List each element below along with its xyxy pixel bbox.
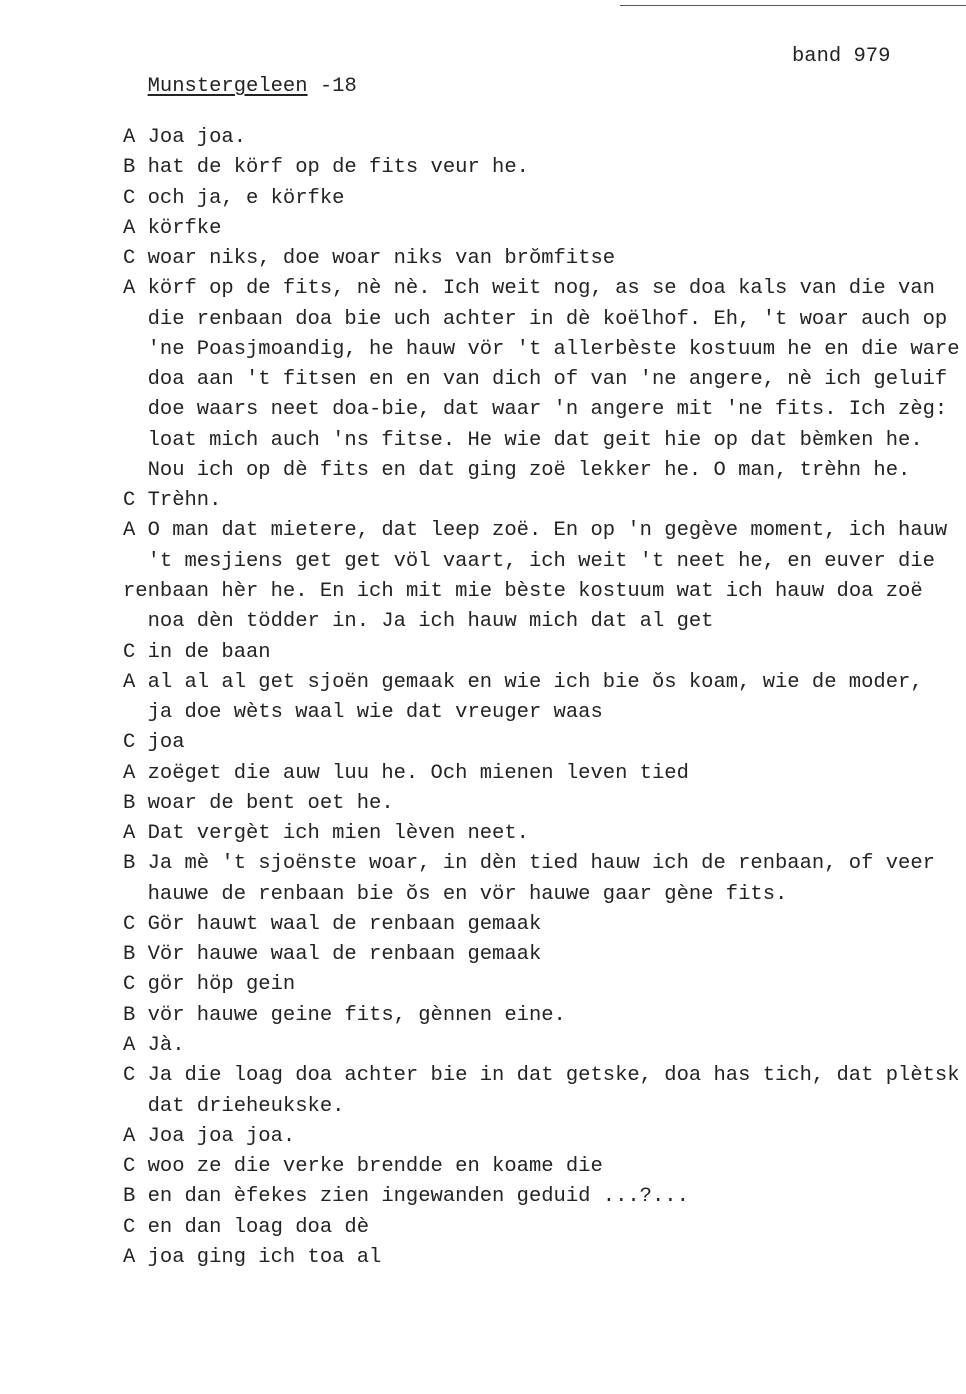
transcript-continuation-line — [123, 698, 966, 728]
document-title: Munstergeleen — [147, 75, 308, 98]
speaker-label: C — [123, 912, 136, 936]
utterance-text: Jà. — [147, 1033, 185, 1057]
utterance-text: woo ze die verke brendde en koame die — [147, 1155, 603, 1179]
utterance-text: 't mesjiens get get völ vaart, ich weit 't neet he, en euver die — [147, 549, 935, 573]
transcript-line — [123, 214, 966, 244]
utterance-text: dat drieheukske. — [147, 1094, 345, 1118]
utterance-text: loat mich auch 'ns fitse. He wie dat geit hie op dat bèmken he. — [147, 428, 923, 452]
utterance-text: Joa joa joa. — [147, 1124, 296, 1148]
speaker-label: A — [123, 216, 136, 240]
transcript-continuation-line — [123, 395, 966, 425]
band-number: band 979 — [792, 45, 891, 68]
speaker-label: B — [123, 156, 136, 180]
utterance-text: in de baan — [147, 640, 271, 664]
speaker-label: C — [123, 489, 136, 513]
top-rule — [620, 5, 966, 6]
speaker-label: C — [123, 247, 136, 271]
page-header — [123, 42, 923, 98]
utterance-text: Vör hauwe waal de renbaan gemaak — [147, 943, 542, 967]
speaker-label: A — [123, 1033, 136, 1057]
utterance-text: zoëget die auw luu he. Och mienen leven tied — [147, 761, 689, 785]
transcript-continuation-line — [123, 880, 966, 910]
transcript-line — [123, 638, 966, 668]
transcript-line — [123, 728, 966, 758]
utterance-text: die renbaan doa bie uch achter in dè koëlhof. Eh, 't woar auch op — [147, 307, 948, 331]
speaker-label: A — [123, 822, 136, 846]
utterance-text: hauwe de renbaan bie ŏs en vör hauwe gaar gène fits. — [147, 882, 788, 906]
speaker-label: B — [123, 943, 136, 967]
utterance-text: doa aan 't fitsen en en van dich of van 'ne angere, nè ich geluif — [147, 368, 948, 392]
speaker-label: B — [123, 1185, 136, 1209]
transcript-line — [123, 1213, 966, 1243]
utterance-text: joa — [147, 731, 185, 755]
speaker-label: B — [123, 852, 136, 876]
transcript-line — [123, 789, 966, 819]
utterance-text: Gör hauwt waal de renbaan gemaak — [147, 912, 542, 936]
transcript-line — [123, 516, 966, 546]
speaker-label: B — [123, 791, 136, 815]
speaker-label: A — [123, 1124, 136, 1148]
utterance-text: Ja die loag doa achter bie in dat getske, doa has tich, dat plètsk — [147, 1064, 960, 1088]
utterance-text: woar niks, doe woar niks van brŏmfitse — [147, 247, 616, 271]
transcript-line — [123, 910, 966, 940]
transcript-continuation-line — [123, 607, 966, 637]
utterance-text: och ja, e körfke — [147, 186, 345, 210]
speaker-label: C — [123, 1215, 136, 1239]
utterance-text: en dan loag doa dè — [147, 1215, 370, 1239]
transcript-line — [123, 184, 966, 214]
transcript-line — [123, 1152, 966, 1182]
transcript-continuation-line — [123, 1092, 966, 1122]
utterance-text: en dan èfekes zien ingewanden geduid ...?... — [147, 1185, 689, 1209]
utterance-text: Ja mè 't sjoënste woar, in dèn tied hauw ich de renbaan, of veer — [147, 852, 935, 876]
utterance-text: Nou ich op dè fits en dat ging zoë lekker he. O man, trèhn he. — [147, 458, 911, 482]
utterance-text: körfke — [147, 216, 222, 240]
transcript-line — [123, 1001, 966, 1031]
speaker-label: A — [123, 519, 136, 543]
transcript-continuation-line — [123, 305, 966, 335]
utterance-text: vör hauwe geine fits, gènnen eine. — [147, 1003, 566, 1027]
transcript-line — [123, 849, 966, 879]
speaker-label: C — [123, 640, 136, 664]
transcript-continuation-line — [123, 365, 966, 395]
transcript-line — [123, 486, 966, 516]
transcript-line — [123, 759, 966, 789]
transcript-line — [123, 123, 966, 153]
transcript-line — [123, 819, 966, 849]
utterance-text: renbaan hèr he. En ich mit mie bèste kostuum wat ich hauw doa zoë — [123, 579, 923, 603]
speaker-label: A — [123, 670, 136, 694]
utterance-text: 'ne Poasjmoandig, he hauw vör 't allerbèste kostuum he en die ware — [147, 337, 960, 361]
transcript-line — [123, 153, 966, 183]
speaker-label: C — [123, 973, 136, 997]
speaker-label: B — [123, 1003, 136, 1027]
utterance-text: Joa joa. — [147, 126, 247, 149]
transcript-line — [123, 1122, 966, 1152]
transcript-continuation-line — [123, 577, 966, 607]
speaker-label: A — [123, 126, 136, 149]
utterance-text: al al al get sjoën gemaak en wie ich bie ŏs koam, wie de moder, — [147, 670, 923, 694]
transcript-continuation-line — [123, 335, 966, 365]
speaker-label: C — [123, 186, 136, 210]
transcript — [123, 123, 966, 1273]
utterance-text: woar de bent oet he. — [147, 791, 394, 815]
transcript-line — [123, 1182, 966, 1212]
speaker-label: C — [123, 1155, 136, 1179]
utterance-text: Trèhn. — [147, 489, 222, 513]
utterance-text: doe waars neet doa-bie, dat waar 'n angere mit 'ne fits. Ich zèg: — [147, 398, 948, 422]
utterance-text: noa dèn tödder in. Ja ich hauw mich dat al get — [147, 610, 714, 634]
utterance-text: ja doe wèts waal wie dat vreuger waas — [147, 701, 603, 725]
transcript-line — [123, 970, 966, 1000]
utterance-text: O man dat mietere, dat leep zoë. En op 'n gegève moment, ich hauw — [147, 519, 948, 543]
transcript-continuation-line — [123, 456, 966, 486]
transcript-line — [123, 1061, 966, 1091]
speaker-label: A — [123, 277, 136, 301]
transcript-line — [123, 668, 966, 698]
transcript-line — [123, 274, 966, 304]
utterance-text: Dat vergèt ich mien lèven neet. — [147, 822, 529, 846]
utterance-text: hat de körf op de fits veur he. — [147, 156, 529, 180]
utterance-text: joa ging ich toa al — [147, 1245, 382, 1269]
transcript-line — [123, 1031, 966, 1061]
transcript-line — [123, 1243, 966, 1273]
utterance-text: körf op de fits, nè nè. Ich weit nog, as se doa kals van die van — [147, 277, 935, 301]
transcript-continuation-line — [123, 426, 966, 456]
speaker-label: C — [123, 731, 136, 755]
page-number: -18 — [307, 75, 357, 98]
transcript-line — [123, 244, 966, 274]
speaker-label: A — [123, 1245, 136, 1269]
transcript-line — [123, 940, 966, 970]
speaker-label: A — [123, 761, 136, 785]
speaker-label: C — [123, 1064, 136, 1088]
utterance-text: gör höp gein — [147, 973, 296, 997]
transcript-continuation-line — [123, 547, 966, 577]
